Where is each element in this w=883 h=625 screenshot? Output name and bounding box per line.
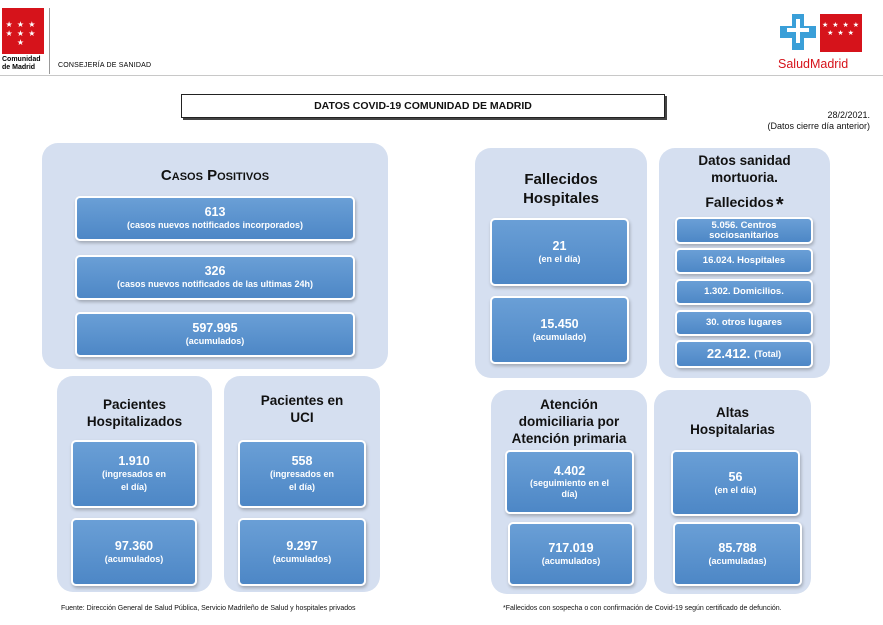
salud-madrid-logo: [776, 12, 866, 76]
panel-title: Pacientes en UCI: [260, 393, 344, 425]
source-note: Fuente: Dirección General de Salud Pública, Servicio Madrileño de Salud y hospitales privados: [61, 605, 356, 612]
stat-fallecidos-dia: 21 (en el día): [490, 218, 629, 286]
stat-altas-acumuladas: 85.788 (acumuladas): [673, 522, 802, 586]
report-date: 28/2/2021. (Datos cierre día anterior): [767, 110, 870, 131]
stat-domicilios: 1.302. Domicilios.: [675, 279, 813, 305]
header-rule: [0, 75, 883, 76]
panel-title: Fallecidos Hospitales: [523, 171, 599, 207]
panel-subtitle: Fallecidos *: [705, 194, 784, 216]
stat-hospitalizados-acumulados: 97.360 (acumulados): [71, 518, 197, 586]
panel-altas-hospitalarias: [654, 390, 811, 594]
stat-uci-dia: 558 (ingresados en el día): [238, 440, 366, 508]
page-title: DATOS COVID-19 COMUNIDAD DE MADRID: [181, 94, 665, 118]
stat-casos-nuevos-24h: 326 (casos nuevos notificados de las ultimas 24h): [75, 255, 355, 300]
stat-total-fallecidos: 22.412. (Total): [675, 340, 813, 368]
panel-uci: [224, 376, 380, 592]
asterisk-note: *Fallecidos con sospecha o con confirmación de Covid-19 según certificado de defunción.: [503, 605, 782, 612]
panel-title: Casos Positivos: [160, 167, 270, 184]
health-cross-icon: [778, 12, 818, 52]
department-name: CONSEJERÍA DE SANIDAD: [58, 62, 152, 69]
stat-altas-dia: 56 (en el día): [671, 450, 800, 516]
panel-title: Pacientes Hospitalizados: [86, 397, 183, 429]
stat-atencion-acumulados: 717.019 (acumulados): [508, 522, 634, 586]
salud-madrid-name: SaludMadrid: [778, 57, 849, 71]
panel-sanidad-mortuoria: [659, 148, 830, 378]
asterisk: *: [775, 194, 784, 216]
stat-casos-acumulados: 597.995 (acumulados): [75, 312, 355, 357]
logo-divider: [49, 8, 50, 74]
stat-hospitalizados-dia: 1.910 (ingresados en el día): [71, 440, 197, 508]
panel-hospitalizados: [57, 376, 212, 592]
stat-fallecidos-hospitales-total: 16.024. Hospitales: [675, 248, 813, 274]
stat-casos-nuevos-incorporados: 613 (casos nuevos notificados incorporados): [75, 196, 355, 241]
stat-otros-lugares: 30. otros lugares: [675, 310, 813, 336]
panel-atencion-domiciliaria: [491, 390, 647, 594]
stars-icon: ★ ★ ★ ★ ★ ★ ★: [5, 20, 37, 47]
logo-name: Comunidad de Madrid: [2, 56, 41, 71]
stat-atencion-dia: 4.402 (seguimiento en el día): [505, 450, 634, 514]
stat-centros-sociosanitarios: 5.056. Centros sociosanitarios: [675, 217, 813, 244]
panel-casos-positivos: [42, 143, 388, 369]
panel-title: Datos sanidad mortuoria.: [698, 153, 791, 185]
stars-icon: ★ ★ ★ ★ ★ ★ ★: [822, 22, 860, 37]
panel-fallecidos-hospitales: [475, 148, 647, 378]
panel-title: Altas Hospitalarias: [690, 405, 775, 437]
panel-title: Atención domiciliaria por Atención primaria: [511, 397, 627, 446]
stat-fallecidos-acumulado: 15.450 (acumulado): [490, 296, 629, 364]
stat-uci-acumulados: 9.297 (acumulados): [238, 518, 366, 586]
